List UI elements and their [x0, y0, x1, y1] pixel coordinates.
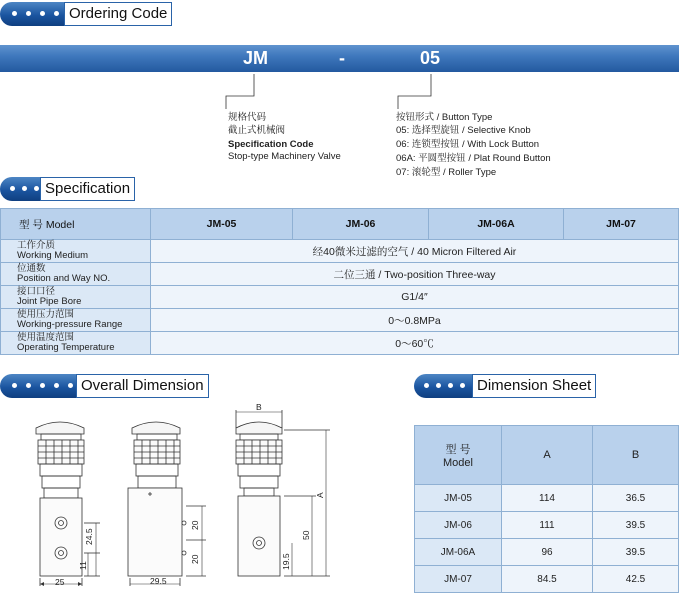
spec-model: JM-05 — [151, 209, 293, 240]
dim-row-a: 96 — [502, 539, 593, 566]
dim-label-25: 25 — [55, 577, 65, 587]
button-type-item: 05: 选择型旋钮 / Selective Knob — [396, 125, 531, 136]
code-leader-lines — [0, 72, 679, 112]
dim-label-19-5: 19.5 — [281, 553, 291, 570]
dim-row — [415, 512, 679, 539]
dim-col-b: B — [593, 426, 679, 485]
button-type-title: 按钮形式 / Button Type — [396, 112, 493, 123]
dim-label-20a: 20 — [190, 520, 200, 530]
dim-row-a: 111 — [502, 512, 593, 539]
spec-row — [1, 240, 679, 263]
order-code-band — [0, 45, 679, 72]
spec-model-label: 型 号 Model — [1, 209, 151, 240]
dim-row-model: JM-06 — [415, 512, 502, 539]
dim-row-b: 36.5 — [593, 485, 679, 512]
spec-row-cn: 接口口径 — [17, 286, 56, 297]
code-number: 05 — [420, 48, 441, 68]
spec-row-cn: 使用温度范围 — [17, 332, 75, 343]
dimension-sheet-title: Dimension Sheet — [472, 374, 596, 398]
spec-row-value: 经40微米过滤的空气 / 40 Micron Filtered Air — [151, 240, 679, 263]
dim-label-a: A — [315, 492, 325, 498]
spec-row-value: 0～60℃ — [151, 332, 679, 355]
spec-row — [1, 332, 679, 355]
dim-row-b: 39.5 — [593, 539, 679, 566]
dim-label-20b: 20 — [190, 554, 200, 564]
spec-model: JM-06 — [293, 209, 429, 240]
spec-row — [1, 263, 679, 286]
spec-row-en: Position and Way NO. — [17, 273, 111, 284]
dim-row-model: JM-05 — [415, 485, 502, 512]
dim-row-b: 42.5 — [593, 566, 679, 593]
dim-row-model: JM-06A — [415, 539, 502, 566]
spec-code-cn1: 规格代码 — [228, 112, 267, 123]
spec-row-en: Working-pressure Range — [17, 319, 123, 330]
ordering-code-title: Ordering Code — [64, 2, 172, 26]
valve-drawings — [0, 400, 412, 591]
dim-row — [415, 485, 679, 512]
specification-table — [0, 208, 679, 355]
spec-row-en: Operating Temperature — [17, 342, 115, 353]
code-dash: - — [339, 48, 345, 68]
spec-code-en2: Stop-type Machinery Valve — [228, 151, 341, 162]
spec-model: JM-06A — [429, 209, 564, 240]
dim-row-model: JM-07 — [415, 566, 502, 593]
button-type-item: 06: 连锁型按钮 / With Lock Button — [396, 139, 540, 150]
spec-row-value: 0～0.8MPa — [151, 309, 679, 332]
dim-label-11: 11 — [78, 561, 88, 570]
overall-dimension-title: Overall Dimension — [76, 374, 209, 398]
dim-label-b: B — [256, 402, 262, 412]
dim-label-50: 50 — [301, 530, 311, 540]
dim-col-model-en: Model — [443, 457, 473, 469]
dim-label-24-5: 24.5 — [84, 528, 94, 545]
spec-row — [1, 286, 679, 309]
dim-col-a: A — [502, 426, 593, 485]
dim-col-model-cn: 型 号 — [445, 444, 471, 456]
dim-header-row — [415, 426, 679, 485]
spec-row-cn: 使用压力范围 — [17, 309, 75, 320]
spec-row-en: Working Medium — [17, 250, 89, 261]
spec-row-value: G1/4″ — [151, 286, 679, 309]
dim-row-a: 114 — [502, 485, 593, 512]
dim-col-model — [415, 426, 502, 485]
specification-title: Specification — [40, 177, 135, 201]
dim-row-b: 39.5 — [593, 512, 679, 539]
button-type-item: 06A: 平圆型按钮 / Plat Round Button — [396, 153, 551, 164]
spec-row — [1, 309, 679, 332]
dim-row — [415, 566, 679, 593]
spec-header-row — [1, 209, 679, 240]
spec-row-en: Joint Pipe Bore — [17, 296, 82, 307]
dimension-sheet-table — [414, 425, 679, 593]
spec-row-cn: 工作介质 — [17, 240, 56, 251]
dim-row — [415, 539, 679, 566]
dim-row-a: 84.5 — [502, 566, 593, 593]
code-jm: JM — [243, 48, 269, 68]
dim-label-29-5: 29.5 — [150, 576, 167, 586]
button-type-item: 07: 滚轮型 / Roller Type — [396, 167, 497, 178]
spec-code-cn2: 截止式机械阀 — [228, 125, 286, 136]
spec-row-cn: 位通数 — [17, 263, 46, 274]
spec-model: JM-07 — [564, 209, 679, 240]
spec-code-en1: Specification Code — [228, 139, 314, 150]
valve-view-front-left — [36, 422, 100, 586]
spec-row-value: 二位三通 / Two-position Three-way — [151, 263, 679, 286]
